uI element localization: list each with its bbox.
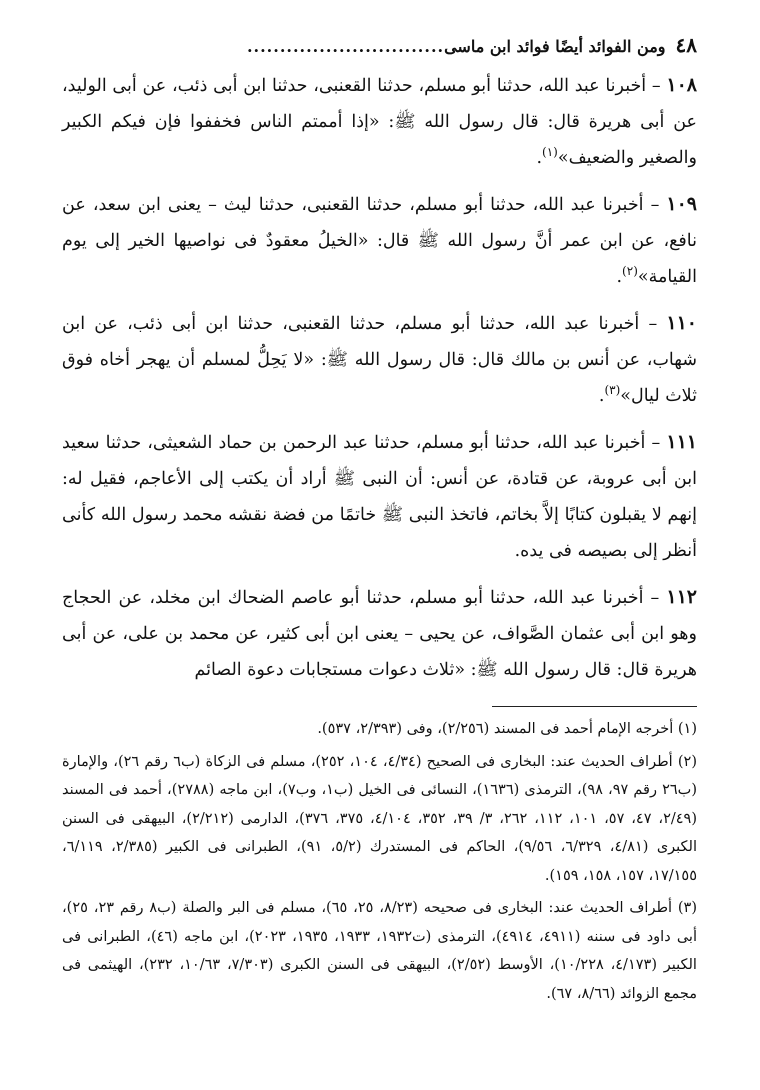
header-leader-dots: .............................. xyxy=(246,37,445,56)
hadith-number: ١١١ xyxy=(666,431,697,453)
hadith-end: . xyxy=(536,148,543,168)
hadith-number: ١١٢ xyxy=(666,586,697,608)
footnote-separator xyxy=(492,706,697,707)
footnote-ref: (١) xyxy=(542,145,558,160)
footnote-ref: (٢) xyxy=(622,264,638,279)
hadith-text: – أخبرنا عبد الله، حدثنا أبو مسلم، حدثنا القعنبى، حدثنا ابن أبى ذئب، عن ابن شهاب، عن أنس بن مالك قال: قال رسول الله ﷺ: «لا يَحِلُّ لمسلم أن يهجر أخاه فوق ثلاث ليال» xyxy=(62,314,697,406)
hadith-paragraph xyxy=(62,186,697,295)
footnote-1: (١) أخرجه الإمام أحمد فى المسند (٢/٢٥٦)، وفى (٢/٣٩٣، ٥٣٧). xyxy=(317,721,697,737)
running-header xyxy=(62,34,697,59)
hadith-text: – أخبرنا عبد الله، حدثنا أبو مسلم، حدثنا القعنبى، حدثنا ابن أبى ذئب، عن أبى الوليد، عن أبى هريرة قال: قال رسول الله ﷺ: «إذا أممتم الناس فخففوا فإن فيكم الكبير والصغير والضعيف» xyxy=(62,76,697,168)
hadith-paragraph xyxy=(62,424,697,569)
page-number: ٤٨ xyxy=(675,33,697,57)
footnote-3: (٣) أطراف الحديث عند: البخارى فى صحيحه (٨/٢٣، ٢٥، ٦٥)، مسلم فى البر والصلة (ب٨ رقم ٢٣، ٢٥)، أبى داود فى سننه (٤٩١١، ٤٩١٤)، الترمذى (ت١٩٣٢، ١٩٣٣، ١٩٣٥، ٢٠٢٣)، ابن ماجه (٤٦)، الطبرانى فى الكبير (٤/١٧٣، ١٠/٢٢٨)، الأوسط (٢/٥٢)، البيهقى فى السنن الكبرى (٧/٣٠٣، ١٠/٦٣، ٢٣٢)، الهيثمى فى مجمع الزوائد (٨/٦٦، ٦٧). xyxy=(62,900,698,1002)
hadith-paragraph xyxy=(62,579,697,688)
footnote-2: (٢) أطراف الحديث عند: البخارى فى الصحيح (٤/٣٤، ١٠٤، ٢٥٢)، مسلم فى الزكاة (ب٦ رقم ٢٦)، والإمارة (ب٢٦ رقم ٩٧، ٩٨)، الترمذى (١٦٣٦)، النسائى فى الخيل (ب١، وب٧)، ابن ماجه (٢٧٨٨)، أحمد فى المسند (٢/٤٩، ٤٧، ٥٧، ١٠١، ١١٢، ٢٦٢، ٣/ ٣٩، ٣٥٢، ٤/١٠٤، ٣٧٥، ٣٧٦)، الدارمى (٢/٢١٢)، البيهقى فى السنن الكبرى (٤/٨١، ٦/٣٢٩، ٩/٥٦)، الحاكم فى المستدرك (٥/٢، ٩١)، الطبرانى فى الكبير (٢/٣٨٥، ٦/١١٩، ١٧/١٥٥، ١٥٧، ١٥٨، ١٥٩). xyxy=(62,753,698,884)
hadith-end: . xyxy=(598,386,605,406)
hadith-number: ١٠٩ xyxy=(666,193,697,215)
hadith-number: ١٠٨ xyxy=(666,74,697,96)
hadith-number: ١١٠ xyxy=(666,312,697,334)
footnote-ref: (٣) xyxy=(604,383,621,398)
hadith-text: – أخبرنا عبد الله، حدثنا أبو مسلم، حدثنا القعنبى، حدثنا ليث – يعنى ابن سعد، عن نافع، عن ابن عمر أنَّ رسول الله ﷺ قال: «الخيلُ معقودٌ فى نواصيها الخير إلى يوم القيامة» xyxy=(62,195,697,287)
hadith-paragraph xyxy=(62,67,697,176)
hadith-paragraph xyxy=(62,305,697,414)
book-page xyxy=(62,34,697,1064)
hadith-text: – أخبرنا عبد الله، حدثنا أبو مسلم، حدثنا أبو عاصم الضحاك ابن مخلد، عن الحجاج وهو ابن أبى عثمان الصَّواف، عن يحيى – يعنى ابن أبى كثير، عن محمد بن على، عن أبى هريرة قال: قال رسول الله ﷺ: «ثلاث دعوات مستجابات دعوة الصائم xyxy=(62,588,697,680)
footnote-separator-wrap xyxy=(62,706,697,707)
hadith-text: – أخبرنا عبد الله، حدثنا أبو مسلم، حدثنا عبد الرحمن بن حماد الشعيثى، حدثنا سعيد ابن أبى عروبة، عن قتادة، عن أنس: أن النبى ﷺ أراد أن يكتب إلى الأعاجم، فقيل له: إنهم لا يقبلون كتابًا إلاَّ بخاتم، فاتخذ النبى ﷺ خاتمًا من فضة نقشه محمد رسول الله كأنى أنظر إلى بصيصه فى يده. xyxy=(62,433,697,561)
hadith-end: . xyxy=(616,267,623,287)
header-title: ومن الفوائد أيضًا فوائد ابن ماسى xyxy=(444,37,666,56)
